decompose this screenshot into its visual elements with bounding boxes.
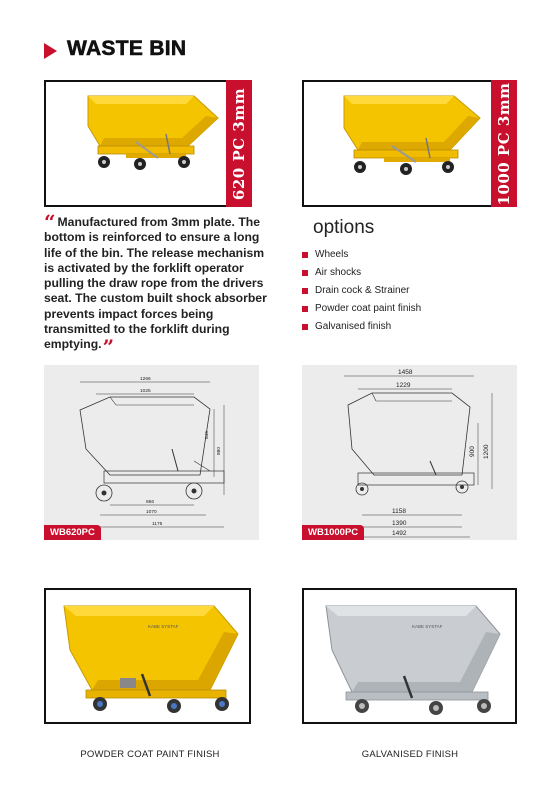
caption-galvanised: GALVANISED FINISH — [361, 749, 459, 760]
caption-powder-coat: POWDER COAT PAINT FINISH — [80, 749, 220, 760]
dim-top-1: 1458 — [398, 369, 413, 376]
option-item: Galvanised finish — [302, 318, 421, 336]
product-description — [44, 210, 276, 360]
spec-label-1000: 1000 PC 3mm — [495, 81, 513, 206]
option-item: Drain cock & Strainer — [302, 282, 421, 300]
technical-drawing-1000 — [302, 365, 517, 540]
product-photo-1000 — [302, 80, 517, 207]
dim-right-2: 880 — [217, 446, 222, 455]
dim-bottom-1: 866 — [146, 500, 155, 505]
dim-top-2: 1229 — [396, 382, 411, 389]
open-quote-icon: “ — [44, 210, 56, 234]
dim-bottom-3: 1175 — [152, 522, 163, 527]
finish-photo-galvanised — [302, 588, 517, 724]
spec-strip-1000 — [491, 80, 517, 207]
technical-drawing-620 — [44, 365, 259, 540]
spec-strip-620 — [226, 80, 252, 207]
dim-top-1: 1266 — [140, 377, 151, 382]
close-quote-icon: ” — [102, 335, 115, 360]
yellow-bin-1000-image — [304, 82, 489, 205]
dim-bottom-3: 1492 — [392, 530, 407, 537]
option-item: Wheels — [302, 246, 421, 264]
options-list — [302, 246, 421, 336]
bin-logo-text: KABE SYSTAF — [412, 624, 443, 629]
drawing-1000-svg — [302, 365, 517, 540]
galvanised-bin-image — [304, 590, 515, 722]
dim-top-2: 1025 — [140, 389, 151, 394]
bullet-icon — [302, 270, 308, 276]
drawing-620-svg — [44, 365, 259, 540]
yellow-bin-620-image — [46, 82, 226, 205]
dim-right-1: 900 — [469, 446, 476, 457]
bullet-icon — [302, 252, 308, 258]
bin-logo-text: KABE SYSTAF — [148, 624, 179, 629]
finish-photo-powder-coat — [44, 588, 251, 724]
powder-coat-bin-image — [46, 590, 249, 722]
header-arrow-icon — [44, 43, 57, 59]
dim-bottom-1: 1158 — [392, 508, 406, 515]
description-text: Manufactured from 3mm plate. The bottom is reinforced to ensure a long life of the bin. The release mechanism is activated by the forklift operator pulling the draw rope from the drivers seat. The custom built shock absorber prevents impact forces being transmitted to the forklift during emptying. — [44, 215, 267, 352]
bullet-icon — [302, 324, 308, 330]
bullet-icon — [302, 288, 308, 294]
option-item: Air shocks — [302, 264, 421, 282]
dim-bottom-2: 1390 — [392, 520, 407, 527]
product-photo-620 — [44, 80, 252, 207]
dim-bottom-2: 1070 — [146, 510, 157, 515]
dim-right-1: 845 — [205, 430, 210, 439]
spec-label-620: 620 PC 3mm — [230, 87, 248, 200]
options-title: options — [313, 217, 375, 238]
model-tag-1000: WB1000PC — [302, 525, 364, 540]
model-tag-620: WB620PC — [44, 525, 101, 540]
dim-right-2: 1200 — [483, 444, 490, 459]
bullet-icon — [302, 306, 308, 312]
option-item: Powder coat paint finish — [302, 300, 421, 318]
page-title: WASTE BIN — [67, 37, 187, 60]
